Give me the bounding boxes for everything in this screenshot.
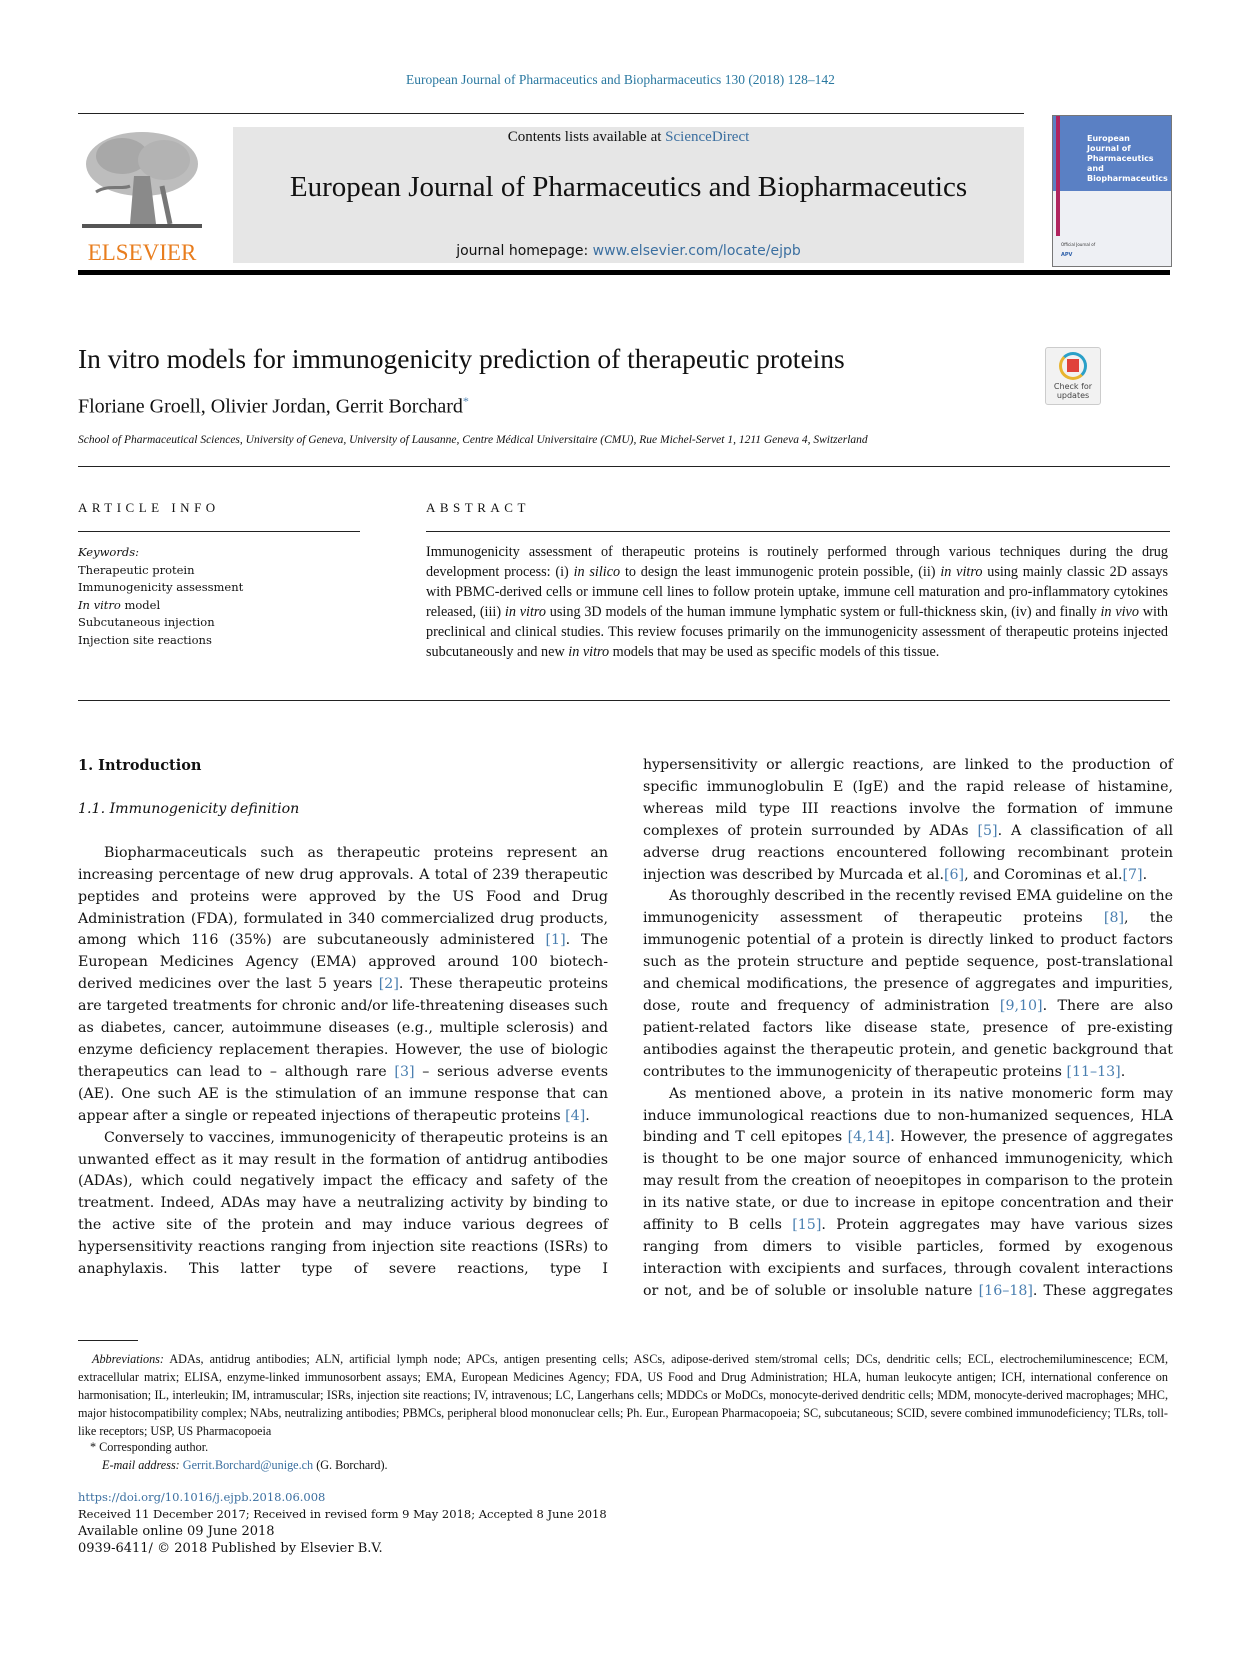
journal-cover-thumbnail[interactable] <box>1052 115 1172 267</box>
paragraph: hypersensitivity or allergic reactions, are linked to the production of specific immunoglobulin E (IgE) and the rapid release of histamine, whereas mild type III reactions involve the formation of immune complexes of protein surrounded by ADAs [5]. A classification of all adverse drug reactions encountered following recombinant protein injection was described by Murcada et al.[6], and Corominas et al.[7]. <box>643 757 1173 883</box>
body-column-left <box>78 755 608 1281</box>
contents-prefix: Contents lists available at <box>507 129 666 145</box>
email-footnote: E-mail address: Gerrit.Borchard@unige.ch (G. Borchard). <box>102 1458 388 1472</box>
check-for-updates-button[interactable] <box>1045 347 1101 405</box>
title-bottom-rule <box>78 466 1170 467</box>
citation-link[interactable]: [3] <box>394 1063 415 1080</box>
journal-name: European Journal of Pharmaceutics and Biopharmaceutics <box>289 171 968 203</box>
citation-link[interactable]: [4] <box>565 1107 586 1124</box>
keyword: Injection site reactions <box>78 632 212 647</box>
section-heading: 1. Introduction <box>78 757 202 774</box>
running-head[interactable]: European Journal of Pharmaceutics and Biopharmaceutics 130 (2018) 128–142 <box>406 72 835 87</box>
paragraph: Biopharmaceuticals such as therapeutic proteins represent an increasing percentage of new drug approvals. A total of 239 therapeutic peptides and proteins were approved by the US Food and Drug Administration (FDA), formulated in 340 commercialized drug products, among which 116 (35%) are subcutaneously administered [1]. The European Medicines Agency (EMA) approved around 100 biotech-derived medicines over the last 5 years [2]. These therapeutic proteins are targeted treatments for chronic and/or life-threatening diseases such as diabetes, cancer, autoimmune diseases (e.g., multiple sclerosis) and enzyme deficiency replacement therapies. However, the use of biologic therapeutics can lead to – although rare [3] – serious adverse events (AE). One such AE is the stimulation of an immune response that can appear after a single or repeated injections of therapeutic proteins [4]. <box>78 844 608 1124</box>
affiliation: School of Pharmaceutical Sciences, University of Geneva, University of Lausanne, Centre Médical Universitaire (CMU), Rue Michel-Servet 1, 1211 Geneva 4, Switzerland <box>78 434 868 446</box>
paragraph: Conversely to vaccines, immunogenicity of therapeutic proteins is an unwanted effect as it may result in the formation of antidrug antibodies (ADAs), which could negatively impact the efficacy and safety of the treatment. Indeed, ADAs may have a neutralizing activity by binding to the active site of the protein and may induce various degrees of hypersensitivity reactions ranging from injection site reactions (ISRs) to anaphylaxis. This latter type of severe reactions, type I <box>78 1129 608 1278</box>
available-online: Available online 09 June 2018 <box>78 1524 275 1539</box>
corresponding-author-mark[interactable]: * <box>462 394 469 408</box>
abstract-bottom-rule <box>78 700 1170 701</box>
publisher-name: ELSEVIER <box>87 240 197 265</box>
cover-footer: Official Journal of <box>1061 242 1096 247</box>
abbreviations-label: Abbreviations: <box>92 1352 164 1366</box>
citation-link[interactable]: [7] <box>1122 866 1143 883</box>
publisher-logo[interactable] <box>78 126 206 266</box>
check-for-updates-label: Check for updates <box>1053 382 1093 400</box>
body-column-right <box>643 755 1173 1303</box>
abstract-body: Immunogenicity assessment of therapeutic proteins is routinely performed through various techniques during the drug development process: (i) in silico to design the least immunogenic protein possible, (ii) in vitro using mainly classic 2D assays with PBMC-derived cells or immune cell lines to follow protein uptake, immune cell maturation and pro-inflammatory cytokines released, (iii) in vitro using 3D models of the human immune lymphatic system or full-thickness skin, (iv) and finally in vivo with preclinical and clinical studies. This review focuses primarily on the immunogenicity assessment of therapeutic proteins injected subcutaneously and new in vitro models that may be used as specific models of this tissue. <box>426 544 1168 660</box>
homepage-line <box>233 243 1024 259</box>
keywords-list <box>78 544 243 650</box>
footnote-rule <box>78 1340 138 1341</box>
citation-link[interactable]: [2] <box>378 976 399 993</box>
doi-link[interactable]: https://doi.org/10.1016/j.ejpb.2018.06.008 <box>78 1490 326 1504</box>
abbreviations-footnote: Abbreviations: ADAs, antidrug antibodies; ALN, artificial lymph node; APCs, antigen presenting cells; ASCs, adipose-derived stem/stromal cells; DCs, dendritic cells; ECL, electrochemiluminescence; ECM, extracellular matrix; ELISA, enzyme-linked immunosorbent assays; EMA, European Medicines Agency; FDA, US Food and Drug Administration; HLA, human leukocyte antigen; ICH, international conference on harmonisation; IL, interleukin; IM, intramuscular; ISRs, injection site reactions; IV, intravenous; LC, Langerhans cells; MDDCs or MoDCs, monocyte-derived dendritic cells; MDM, monocyte-derived macrophages; MHC, major histocompatibility complex; NAbs, neutralizing antibodies; PBMCs, peripheral blood mononuclear cells; Ph. Eur., European Pharmacopoeia; SC, subcutaneous; SCID, severe combined immunodeficiency; TLRs, toll-like receptors; USP, US Pharmacopoeia <box>78 1352 1168 1438</box>
email-link[interactable]: Gerrit.Borchard@unige.ch <box>182 1458 314 1472</box>
citation-link[interactable]: [8] <box>1103 910 1125 927</box>
bookmark-icon <box>1067 359 1079 372</box>
cover-org: APV <box>1061 252 1073 258</box>
keywords-label: Keywords: <box>78 545 139 559</box>
journal-masthead <box>233 127 1024 263</box>
contents-line <box>233 129 1024 146</box>
homepage-prefix: journal homepage: <box>456 243 593 259</box>
citation-link[interactable]: [1] <box>545 932 566 949</box>
keyword: In vitro model <box>78 597 161 612</box>
email-label: E-mail address: <box>102 1458 183 1472</box>
sciencedirect-link[interactable]: ScienceDirect <box>665 129 750 145</box>
citation-link[interactable]: [16–18] <box>978 1282 1033 1299</box>
citation-link[interactable]: [6] <box>943 866 965 883</box>
cover-title: European Journal of Pharmaceutics and Biopharmaceutics <box>1087 134 1168 183</box>
abstract-heading: ABSTRACT <box>426 500 530 515</box>
citation-link[interactable]: [11–13] <box>1066 1063 1121 1080</box>
article-title: In vitro models for immunogenicity prediction of therapeutic proteins <box>78 343 845 374</box>
article-metadata <box>78 1489 607 1557</box>
citation-link[interactable]: [15] <box>792 1217 822 1234</box>
citation-link[interactable]: [5] <box>977 822 998 839</box>
subsection-heading: 1.1. Immunogenicity definition <box>78 800 300 817</box>
paragraph: As mentioned above, a protein in its native monomeric form may induce immunological reactions due to non-humanized sequences, HLA binding and T cell epitopes [4,14]. However, the presence of aggregates is thought to be one major source of enhanced immunogenicity, which may result from the creation of neoepitopes in comparison to the protein in its native state, or due to increase in epitope concentration and their affinity to B cells [15]. Protein aggregates may have various sizes ranging from dimers to visible particles, formed by exogenous interaction with excipients and surfaces, through covalent interactions or not, and be of soluble or insoluble nature [16–18]. These aggregates <box>643 1085 1174 1299</box>
author-list: Floriane Groell, Olivier Jordan, Gerrit Borchard* <box>78 394 469 418</box>
keyword: Subcutaneous injection <box>78 615 215 630</box>
abstract-rule <box>426 531 1170 532</box>
keyword: Therapeutic protein <box>78 562 195 577</box>
journal-homepage-link[interactable]: www.elsevier.com/locate/ejpb <box>592 243 801 259</box>
article-info-rule <box>78 531 360 532</box>
citation-link[interactable]: [9,10] <box>999 997 1043 1014</box>
citation-link[interactable]: [4,14] <box>847 1129 891 1146</box>
copyright-line: 0939-6411/ © 2018 Published by Elsevier B.V. <box>78 1541 383 1556</box>
cover-accent-bar <box>1056 116 1060 236</box>
header-top-rule <box>78 113 1024 114</box>
keyword: Immunogenicity assessment <box>78 580 244 595</box>
corresponding-author-note: * Corresponding author. <box>90 1440 209 1454</box>
masthead-bottom-rule <box>78 270 1170 275</box>
elsevier-tree-icon <box>78 126 206 234</box>
article-history: Received 11 December 2017; Received in revised form 9 May 2018; Accepted 8 June 2018 <box>78 1507 607 1521</box>
paragraph: As thoroughly described in the recently revised EMA guideline on the immunogenicity assessment of therapeutic proteins [8], the immunogenic potential of a protein is directly linked to product factors such as the protein structure and peptide sequence, post-translational and chemical modifications, the presence of aggregates and impurities, dose, route and frequency of administration [9,10]. There are also patient-related factors like disease state, presence of pre-existing antibodies against the therapeutic protein, and genetic background that contributes to the immunogenicity of therapeutic proteins [11–13]. <box>643 888 1174 1080</box>
article-info-heading: ARTICLE INFO <box>78 500 220 515</box>
